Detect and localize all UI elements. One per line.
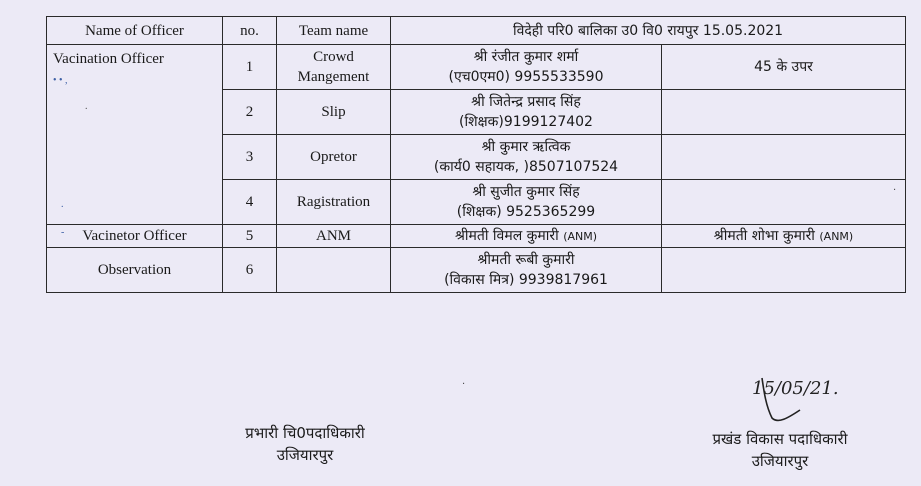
header-no: no. xyxy=(223,17,277,45)
right-signatory-title: प्रखंड विकास पदाधिकारी xyxy=(712,430,848,448)
member-name: श्री कुमार ऋत्विक (कार्य0 सहायक, )8507107524 xyxy=(391,135,662,180)
ink-dot: . xyxy=(462,376,466,387)
ink-dot: - xyxy=(61,227,65,238)
ink-dots: • • , xyxy=(53,75,68,86)
extra-member-name: श्रीमती शोभा कुमारी (ANM) xyxy=(662,225,906,248)
left-signatory-title: प्रभारी चि0पदाधिकारी xyxy=(245,424,365,442)
extra-cell xyxy=(662,180,906,225)
team-name xyxy=(277,248,391,293)
member-name: श्रीमती रूबी कुमारी (विकास मित्र) 9939817961 xyxy=(391,248,662,293)
signature-date: 15/05/21. xyxy=(752,378,839,399)
member-name: श्री सुजीत कुमार सिंह (शिक्षक) 9525365299 xyxy=(391,180,662,225)
team-name: Ragistration xyxy=(277,180,391,225)
extra-cell: 45 के उपर xyxy=(662,45,906,90)
right-signatory-place: उजियारपुर xyxy=(751,452,809,470)
row-no: 2 xyxy=(223,90,277,135)
member-name: श्री रंजीत कुमार शर्मा (एच0एम0) 9955533590 xyxy=(391,45,662,90)
table-row xyxy=(47,45,906,90)
officer-cell-vacinetor: Vacinetor Officer xyxy=(47,225,223,248)
officer-name: Vacination Officer xyxy=(53,51,164,67)
left-signatory xyxy=(210,422,400,466)
extra-cell xyxy=(662,135,906,180)
extra-cell xyxy=(662,248,906,293)
team-name: Slip xyxy=(277,90,391,135)
member-name: श्री जितेन्द्र प्रसाद सिंह (शिक्षक)9199127402 xyxy=(391,90,662,135)
member-name: श्रीमती विमल कुमारी (ANM) xyxy=(391,225,662,248)
officer-cell-observation: Observation xyxy=(47,248,223,293)
row-no: 1 xyxy=(223,45,277,90)
left-signatory-place: उजियारपुर xyxy=(276,446,334,464)
row-no: 5 xyxy=(223,225,277,248)
team-name: Crowd Mangement xyxy=(277,45,391,90)
ink-dot: . xyxy=(61,199,64,210)
team-name: Opretor xyxy=(277,135,391,180)
header-officer: Name of Officer xyxy=(47,17,223,45)
officer-roster-table xyxy=(46,16,906,293)
header-team: Team name xyxy=(277,17,391,45)
row-no: 3 xyxy=(223,135,277,180)
right-signatory xyxy=(680,428,880,472)
header-venue: विदेही परि0 बालिका उ0 वि0 रायपुर 15.05.2021 xyxy=(391,17,906,45)
ink-dot: . xyxy=(893,182,897,193)
table-row xyxy=(47,248,906,293)
team-name: ANM xyxy=(277,225,391,248)
table-row xyxy=(47,225,906,248)
ink-dot: . xyxy=(85,101,88,112)
row-no: 6 xyxy=(223,248,277,293)
header-row xyxy=(47,17,906,45)
row-no: 4 xyxy=(223,180,277,225)
extra-cell xyxy=(662,90,906,135)
